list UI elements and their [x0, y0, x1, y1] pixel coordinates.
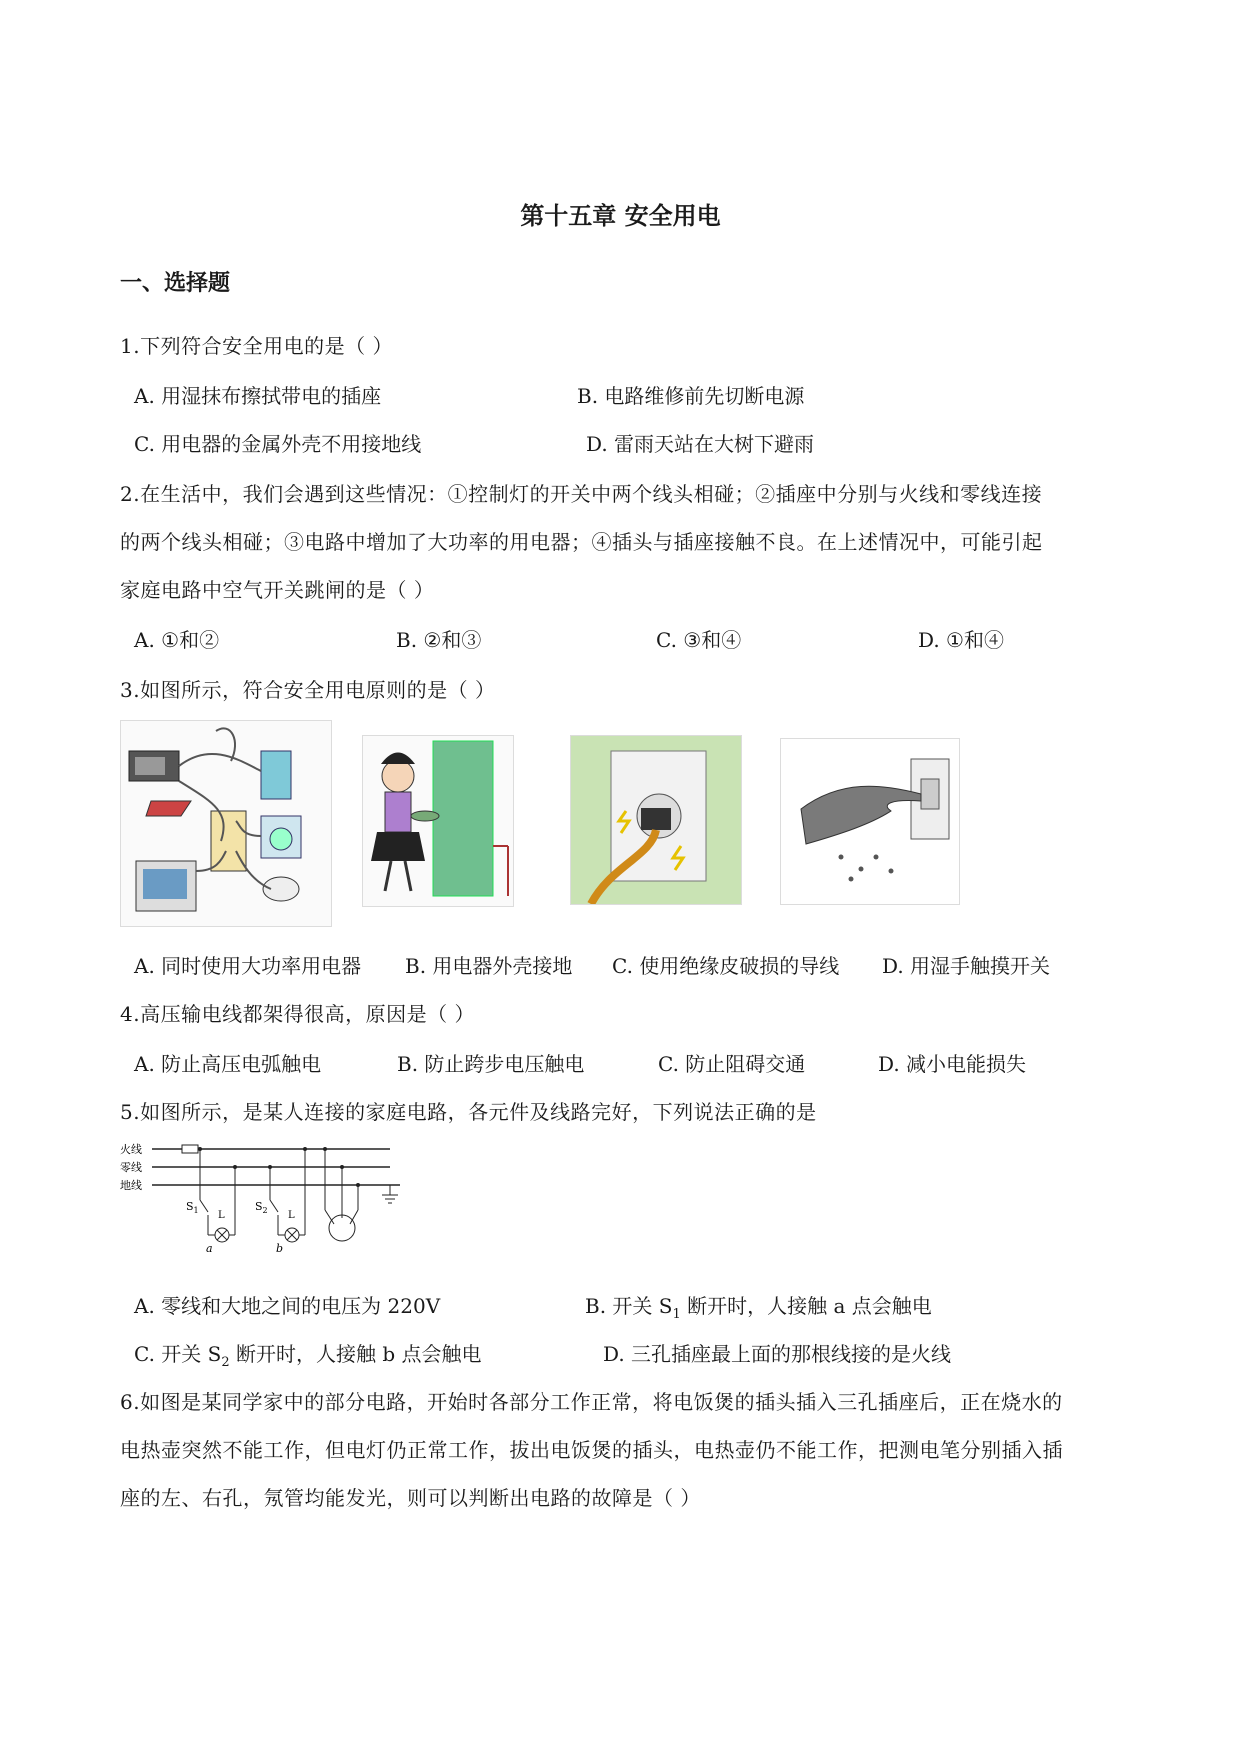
question-4-option-a: A. 防止高压电弧触电	[134, 1052, 322, 1076]
question-4-option-d: D. 减小电能损失	[878, 1052, 1027, 1076]
question-1-option-a: A. 用湿抹布擦拭带电的插座	[134, 384, 382, 408]
label-l1: L	[218, 1210, 225, 1221]
question-2-option-d: D. ①和④	[918, 628, 1004, 652]
question-1-stem: 1.下列符合安全用电的是（ ）	[120, 334, 393, 358]
label-point-b: b	[276, 1242, 284, 1255]
question-5-option-a: A. 零线和大地之间的电压为 220V	[134, 1294, 441, 1318]
question-2-stem-line-3: 家庭电路中空气开关跳闸的是（ ）	[120, 578, 435, 602]
question-2-stem-line-1: 2.在生活中，我们会遇到这些情况：①控制灯的开关中两个线头相碰；②插座中分别与火线和零线连接	[120, 482, 1043, 506]
question-5-option-c: C. 开关 $S_2$ 断开时，人接触 b 点会触电	[134, 1342, 482, 1370]
question-1-option-d: D. 雷雨天站在大树下避雨	[586, 432, 815, 456]
question-6-stem-line-2: 电热壶突然不能工作，但电灯仍正常工作，拔出电饭煲的插头，电热壶仍不能工作，把测电笔分别插入插	[120, 1438, 1063, 1462]
question-6-stem-line-1: 6.如图是某同学家中的部分电路，开始时各部分工作正常，将电饭煲的插头插入三孔插座后，正在烧水的	[120, 1390, 1063, 1414]
question-3-option-a: A. 同时使用大功率用电器	[134, 954, 362, 978]
figure-a-appliances	[120, 720, 332, 927]
figure-b-grounded-fridge	[362, 735, 514, 907]
question-1-option-b: B. 电路维修前先切断电源	[577, 384, 805, 408]
label-point-a: a	[206, 1242, 213, 1255]
question-2-option-a: A. ①和②	[134, 628, 220, 652]
question-5-option-d: D. 三孔插座最上面的那根线接的是火线	[603, 1342, 952, 1366]
question-2-stem-line-2: 的两个线头相碰；③电路中增加了大功率的用电器；④插头与插座接触不良。在上述情况中，可能引起	[120, 530, 1043, 554]
question-2-option-b: B. ②和③	[396, 628, 482, 652]
question-3-option-d: D. 用湿手触摸开关	[882, 954, 1051, 978]
section-heading: 一、选择题	[120, 270, 231, 296]
question-5-stem: 5.如图所示，是某人连接的家庭电路，各元件及线路完好，下列说法正确的是	[120, 1100, 817, 1124]
label-s1: $S_1$	[186, 1200, 199, 1215]
question-1-option-c: C. 用电器的金属外壳不用接地线	[134, 432, 422, 456]
page-title: 第十五章 安全用电	[520, 201, 721, 230]
question-4-option-b: B. 防止跨步电压触电	[397, 1052, 585, 1076]
label-neutral-wire: 零线	[120, 1161, 142, 1174]
question-3-option-b: B. 用电器外壳接地	[405, 954, 573, 978]
question-3-stem: 3.如图所示，符合安全用电原则的是（ ）	[120, 678, 496, 702]
label-ground-wire: 地线	[120, 1179, 142, 1192]
label-s2: $S_2$	[255, 1200, 268, 1215]
question-3-option-c: C. 使用绝缘皮破损的导线	[612, 954, 840, 978]
question-4-option-c: C. 防止阻碍交通	[658, 1052, 806, 1076]
question-5-option-b: B. 开关 $S_1$ 断开时，人接触 a 点会触电	[585, 1294, 932, 1322]
figure-c-damaged-cord	[570, 735, 742, 905]
question-6-stem-line-3: 座的左、右孔，氖管均能发光，则可以判断出电路的故障是（ ）	[120, 1486, 701, 1510]
label-l2: L	[288, 1210, 295, 1221]
question-4-stem: 4.高压输电线都架得很高，原因是（ ）	[120, 1002, 475, 1026]
figure-d-wet-hand-switch	[780, 738, 960, 905]
question-2-option-c: C. ③和④	[656, 628, 742, 652]
label-live-wire: 火线	[120, 1143, 142, 1156]
figure-household-circuit	[120, 1140, 410, 1260]
